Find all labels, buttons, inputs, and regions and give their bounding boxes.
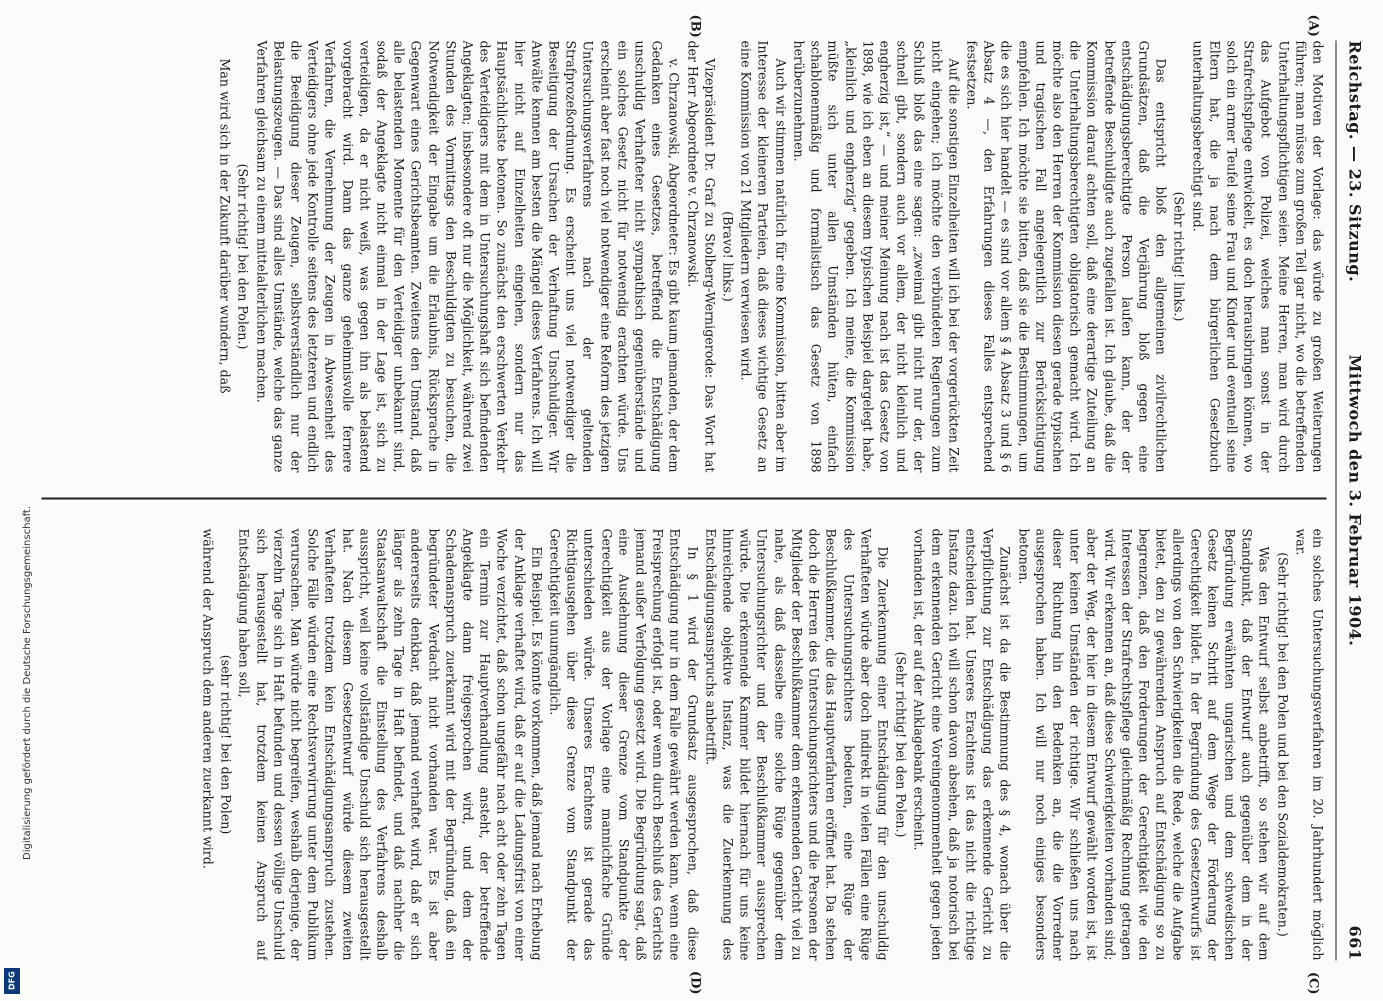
interjection: (Sehr richtig! bei den Polen.) bbox=[235, 163, 251, 350]
page-number: 661 bbox=[1345, 925, 1365, 961]
dfg-logo: DFG bbox=[4, 968, 20, 994]
digitization-credit: Digitalisierung gefördert durch die Deutsche Forschungsgemeinschaft. bbox=[22, 505, 33, 860]
paragraph: während der Anspruch dem anderen zuerkannt wird. bbox=[200, 528, 216, 869]
interjection: (Sehr richtig! bei den Polen.) bbox=[893, 651, 909, 838]
paragraph: Ein Beispiel. Es könnte vorkommen, daß jemand nach Erhebung der Anklage verhaftet wird, daß er auf die Ladungsfrist von einer Woche verzichtet, daß schon ungefähr nach acht oder zehn Tagen ein Termin zur Hauptverhandlung ansteht, der betreffende Angeklagte dann freigesprochen wird, und dem der Schadenanspruch zuerkannt wird mit der Begründung, daß ein begründeter Verdacht nicht vorhanden war. Es ist aber andererseits denkbar, daß jemand verhaftet wird, daß er sich länger als zehn Tage in Haft befindet, und daß nachher die Staatsanwaltschaft die Einstellung des Verfahrens deshalb ausspricht, weil keine vollständige Unschuld sich herausgestellt hat. Nach diesem Gesetzentwurf würde diesem zweiten Verhafteten trotzdem kein Entschädigungsanspruch zustehen. Solche Fälle würden eine Rechtsverwirrung unter dem Publikum verursachen. Man würde nicht begreifen, weshalb derjenige, der vierzehn Tage sich in Haft befunden und dessen völlige Unschuld sich herausgestellt hat, trotzdem keinen Anspruch auf Entschädigung haben soll, bbox=[236, 528, 545, 961]
margin-marker-c: (C) bbox=[1305, 971, 1321, 995]
right-column bbox=[37, 529, 1327, 961]
speaker-announcement: Vizepräsident Dr. Graf zu Stolberg-Wernigerode: Das Wort hat der Herr Abgeordnete v. Chrzanowski. bbox=[685, 40, 718, 473]
column-divider bbox=[42, 498, 1327, 500]
interjection: (Sehr richtig! bei den Polen und bei den Sozialdemokraten.) bbox=[1275, 552, 1291, 937]
paragraph: ein solches Untersuchungsverfahren im 20. Jahrhundert möglich war. bbox=[1293, 528, 1326, 961]
rotated-page bbox=[0, 1, 1383, 1001]
margin-marker-a: (A) bbox=[1305, 14, 1321, 37]
paragraph: Man wird sich in der Zukunft darüber wundern, daß bbox=[217, 58, 233, 394]
interjection: (sehr richtig! bei den Polen) bbox=[218, 654, 234, 835]
paragraph: Auf die sonstigen Einzelheiten will ich bei der vorgerückten Zeit nicht eingehen; ich möchte den verbündeten Regierungen zum Schluß bloß das eine sagen: „zweimal gibt nicht nur der, der schnell gibt, sondern auch vor allem, der nicht kleinlich und engherzig ist,“ — und meiner Meinung nach ist das Gesetz von 1898, wie ich eben an diesem typischen Beispiel dargelegt habe, „kleinlich und engherzig“ gegeben. Ich meine, die Kommission müßte sich unter allen Umständen hüten, einfach schablonenmäßig und formalistisch das Gesetz von 1898 herüberzunehmen. bbox=[791, 40, 962, 473]
paragraph: den Motiven der Vorlage: das würde zu großen Weiterungen führen; man müsse zum großen Teil gar nicht, wo die betreffenden Unterhaltungspflichtigen seien. Meine Herren, man wird durch das Aufgebot von Polizei, welches man sonst in der Strafrechtspflege entwickelt, es doch herausbringen können, wo solch ein armer Teufel seine Frau und Kinder und eventuell seine Eltern hat, die ja nach dem bürgerlichen Gesetzbuch unterhaltungsberechtigt sind. bbox=[1190, 40, 1326, 473]
left-column bbox=[37, 41, 1327, 473]
paragraph: v. Chrzanowski, Abgeordneter: Es gibt kaum jemanden, der dem Gedanken eines Gesetzes, betreffend die Entschädigung unschuldig Verhafteter nicht sympathisch gegenüberstände und ein solches Gesetz nicht für notwendig erachten würde. Uns erscheint aber fast noch viel notwendiger eine Reform des jetzigen Untersuchungsverfahrens nach der geltenden Strafprozeßordnung. Es erscheint uns viel notwendiger die Beseitigung der Ursachen der Verhaftung Unschuldiger. Wir Anwälte kennen am besten die Mängel dieses Verfahrens. Ich will hier nicht auf Einzelheiten eingehen, sondern nur das Hauptsächlichste betonen. So zunächst den erschwerten Verkehr des Verteidigers mit dem in Untersuchungshaft sich befindenden Angeklagten; insbesondere oft nur die Möglichkeit, während zwei Stunden des Vormittags den Beschuldigten zu besuchen, die Notwendigkeit der Eingabe um die Erlaubnis, Rücksprache in Gegenwart eines Gerichtsbeamten. Zweitens den Umstand, daß alle belastenden Momente für den Verteidiger unbekannt sind, sodaß der Angeklagte nicht einmal in der Lage ist, sich zu verteidigen, da er nicht weiß, was gegen ihn als belastend vorgebracht wird. Dann das ganze geheimnisvolle fernere Verfahren, die Vernehmung der Zeugen in Abwesenheit des Verteidigers ohne jede Kontrolle seitens des letzteren und endlich die Beeidigung dieser Zeugen, selbstverständlich nur der Belastungszeugen. — Das sind alles Umstände, welche das ganze Verfahren gleichsam zu einem mittelalterlichen machen. bbox=[254, 40, 682, 473]
margin-marker-d: (D) bbox=[687, 970, 703, 995]
interjection: (Sehr richtig! links.) bbox=[1171, 191, 1187, 322]
paragraph: Zunächst ist da die Bestimmung des § 4, wonach über die Verpflichtung zur Entschädigung das erkennende Gericht zu entscheiden hat. Unseres Erachtens ist das nicht die richtige Instanz dazu. Ich will schon davon absehen, daß ja notorisch bei dem erkennenden Gericht eine Voreingenommenheit gegen jeden vorhanden ist, der auf der Anklagebank erscheint. bbox=[911, 528, 1013, 961]
header-center: Mittwoch den 3. Februar 1904. bbox=[1345, 354, 1365, 647]
interjection: (Bravo! links.) bbox=[720, 211, 736, 302]
paragraph: In § 1 wird der Grundsatz ausgesprochen, daß diese Entschädigung nur in dem Falle gewährt werden kann, wenn eine Freisprechung erfolgt ist, oder wenn durch Beschluß des Gerichts jemand außer Verfolgung gesetzt wird. Die Begründung sagt, daß eine Ausdehnung dieser Grenze vom Standpunkte der Gerechtigkeit aus der Vorlage eine mannichfache Gründe unterschieden würde. Unseres Erachtens ist gerade das Richtigausgehen über diese Grenze vom Standpunkt der Gerechtigkeit unumgänglich. bbox=[547, 528, 701, 961]
paragraph: Die Zuerkennung einer Entschädigung für den unschuldig Verhafteten würde aber doch indirekt in vielen Fällen eine Rüge des Untersuchungsrichters bedeuten, eine Rüge der Beschlußkammer, die das Hauptverfahren eröffnet hat. Da stehen doch die Herren des Untersuchungsrichters und die Personen der Mitglieder der Beschlußkammer dem erkennenden Gericht viel zu nahe, als daß dasselbe eine solche Rüge gegenüber dem Untersuchungsrichter und der Beschlußkammer aussprechen würde. Die erkennende Kammer bildet hiernach für uns keine hinreichende objektive Instanz, was die Zuerkennung des Entschädigungsanspruchs anbetrifft. bbox=[703, 528, 891, 961]
margin-marker-b: (B) bbox=[687, 14, 703, 38]
header-left: Reichstag. — 23. Sitzung. bbox=[1345, 40, 1365, 283]
running-header bbox=[1339, 41, 1365, 961]
paragraph: Das entspricht bloß den allgemeinen zivilrechtlichen Grundsätzen, daß die Verjährung bloß gegen eine entschädigungsberechtigte Person laufen kann, der der betreffende Beschuldigte auch zugefallen ist. Ich glaube, daß die Kommission darauf achten soll, daß eine derartige Zuteilung an die Unterhaltungsberechtigten obligatorisch gemacht wird. Ich möchte also den Herren der Kommission diesen gerade typischen und tragischen Fall angelegentlich zur Berücksichtigung empfehlen. Ich möchte sie bitten, daß sie die Bestimmungen, um die es sich hier handelt — es sind vor allem § 4 Absatz 3 und § 6 Absatz 4 —, den Erfahrungen dieses Falles entsprechend festsetzen. bbox=[964, 40, 1169, 473]
paragraph: Was den Entwurf selbst anbetrifft, so stehen wir auf dem Standpunkt, daß der Entwurf auch gegenüber dem in der Begründung erwähnten ungarischen und dem schwedischen Gesetz keinen Schritt auf dem Wege der Förderung der Gerechtigkeit bildet. In der Begründung des Gesetzentwurfs ist allerdings von den Schwierigkeiten die Rede, welche die Aufgabe bietet, den zu gewährenden Anspruch auf Entschädigung so zu begrenzen, daß den Forderungen der Gerechtigkeit wie den Interessen der Strafrechtspflege gleichmäßig Rechnung getragen wird. Wir erkennen an, daß diese Schwierigkeiten vorhanden sind; aber der Weg, der hier in diesem Entwurf gewählt worden ist, ist unter keinen Umständen der richtige. Wir schließen uns nach dieser Richtung hin den Bedenken an, die die Vorredner ausgesprochen haben. Ich will nur noch einiges besonders betonen. bbox=[1016, 528, 1272, 961]
paragraph: Auch wir stimmen natürlich für eine Kommission, bitten aber im Interesse der kleineren Parteien, daß dieses wichtige Gesetz an eine Kommission von 21 Mitgliedern verwiesen wird. bbox=[738, 40, 789, 473]
header-rule bbox=[1336, 41, 1337, 961]
